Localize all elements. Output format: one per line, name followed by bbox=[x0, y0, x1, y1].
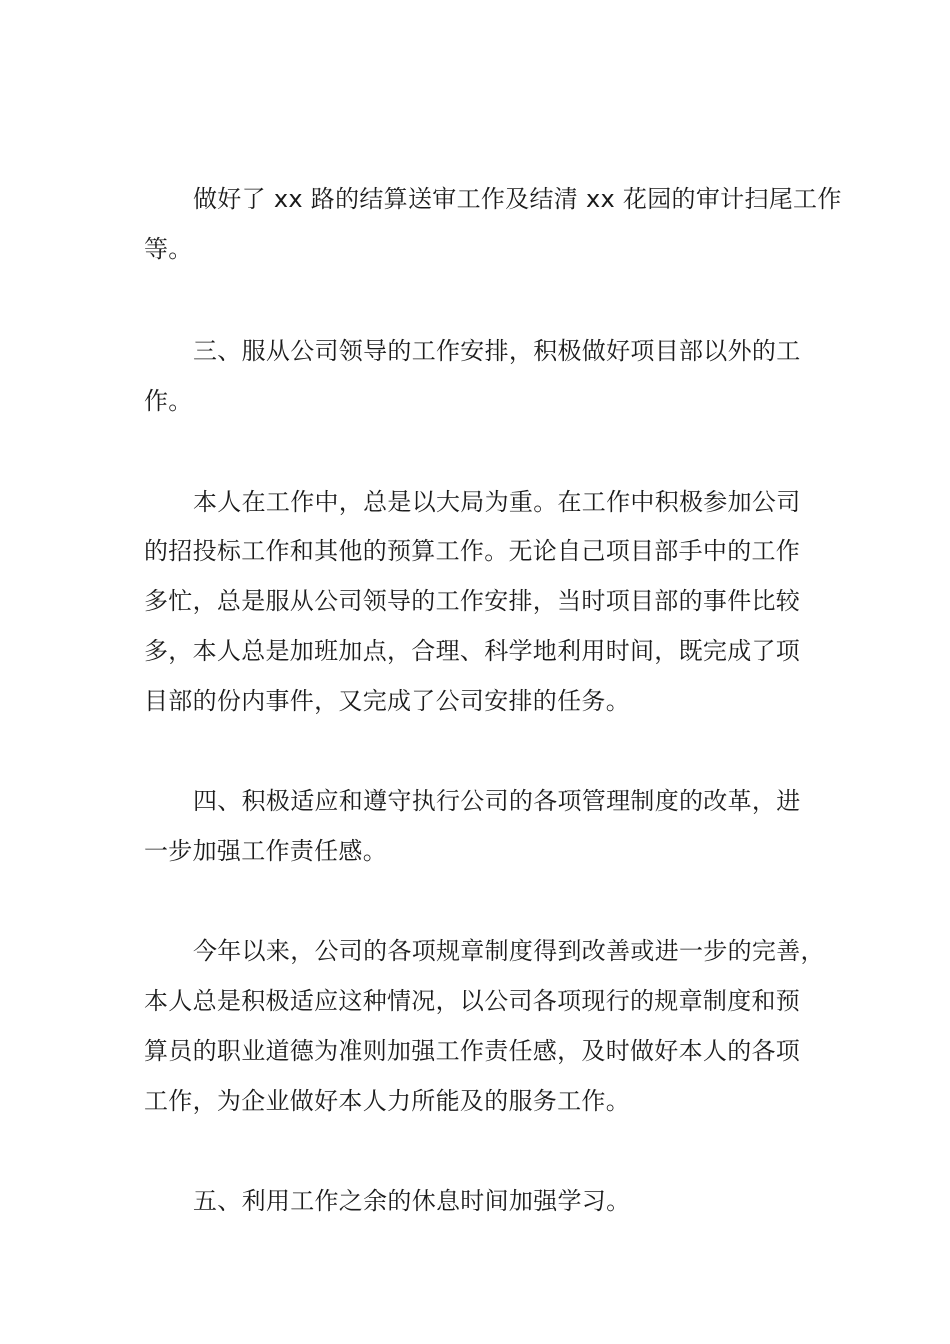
paragraph-3-line-5: 目部的份内事件，又完成了公司安排的任务。 bbox=[144, 687, 630, 715]
paragraph-1-line-1: 做好了 xx 路的结算送审工作及结清 xx 花园的审计扫尾工作 bbox=[193, 185, 842, 213]
section-heading-4-line-1: 四、积极适应和遵守执行公司的各项管理制度的改革，进 bbox=[193, 787, 801, 815]
section-heading-3-line-1: 三、服从公司领导的工作安排，积极做好项目部以外的工 bbox=[193, 337, 801, 365]
section-heading-4-line-2: 一步加强工作责任感。 bbox=[144, 837, 387, 865]
paragraph-3-line-4: 多，本人总是加班加点，合理、科学地利用时间，既完成了项 bbox=[144, 637, 801, 665]
paragraph-5-line-3: 算员的职业道德为准则加强工作责任感，及时做好本人的各项 bbox=[144, 1037, 801, 1065]
paragraph-3-line-1: 本人在工作中，总是以大局为重。在工作中积极参加公司 bbox=[193, 488, 801, 516]
paragraph-5-line-1: 今年以来，公司的各项规章制度得到改善或进一步的完善， bbox=[193, 937, 825, 965]
section-heading-5-line-1: 五、利用工作之余的休息时间加强学习。 bbox=[193, 1187, 631, 1215]
section-heading-3-line-2: 作。 bbox=[144, 387, 193, 415]
paragraph-3-line-3: 多忙，总是服从公司领导的工作安排，当时项目部的事件比较 bbox=[144, 587, 801, 615]
paragraph-3-line-2: 的招投标工作和其他的预算工作。无论自己项目部手中的工作 bbox=[144, 537, 801, 565]
paragraph-5-line-4: 工作，为企业做好本人力所能及的服务工作。 bbox=[144, 1087, 630, 1115]
paragraph-1-line-2: 等。 bbox=[144, 235, 193, 263]
paragraph-5-line-2: 本人总是积极适应这种情况，以公司各项现行的规章制度和预 bbox=[144, 987, 801, 1015]
